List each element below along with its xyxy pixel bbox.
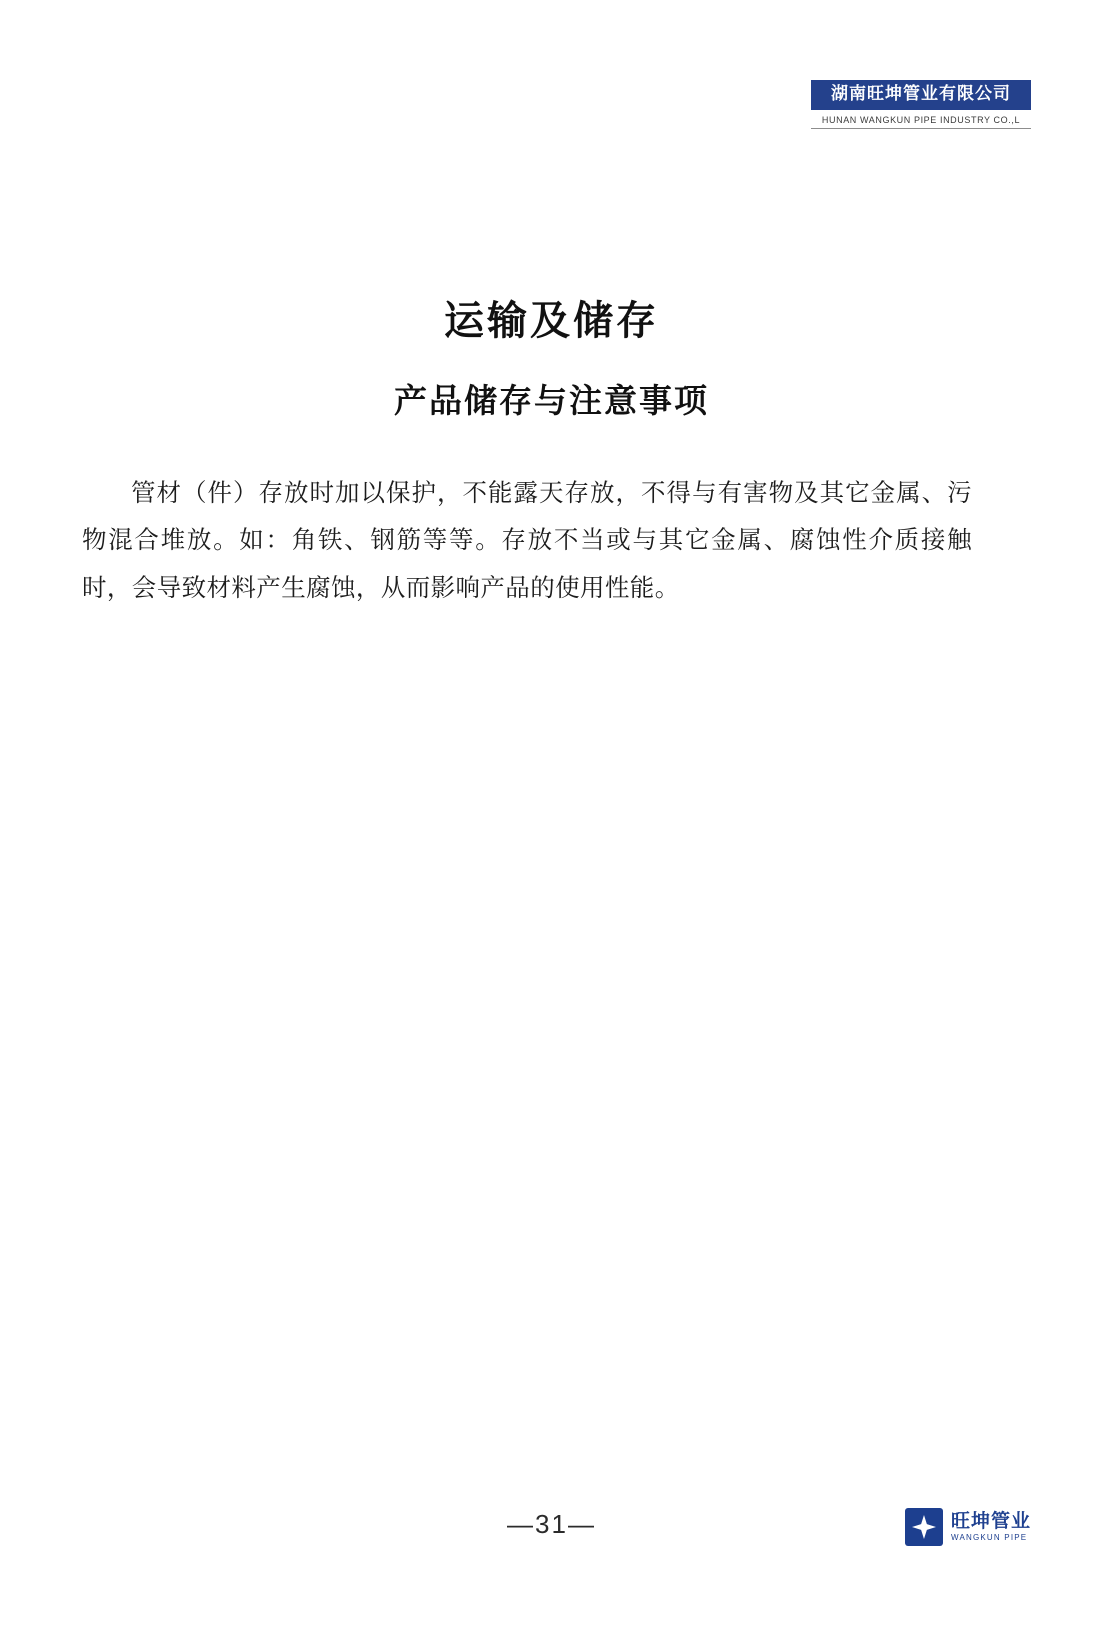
body-content (82, 445, 972, 637)
wangkun-star-icon (905, 1508, 943, 1546)
footer-logo-label-cn: 旺坤管业 (950, 1510, 1031, 1532)
header-brand (811, 80, 1031, 129)
company-name-en: HUNAN WANGKUN PIPE INDUSTRY CO.,L (821, 114, 1021, 125)
body-paragraph: 管材（件）存放时加以保护，不能露天存放，不得与有害物及其它金属、污物混合堆放。如：角铁、钢筋等等。存放不当或与其它金属、腐蚀性介质接触时，会导致材料产生腐蚀，从而影响产品的使用性能。 (82, 479, 972, 603)
footer-logo-text (951, 1512, 1031, 1542)
page-number: —31— (507, 1509, 596, 1539)
page-subtitle: 产品储存与注意事项 (394, 382, 709, 420)
company-name-cn: 湖南旺坤管业有限公司 (811, 80, 1031, 110)
footer-logo-label-en: WANGKUN PIPE (950, 1532, 1028, 1542)
footer-logo (905, 1508, 1031, 1546)
header-divider (811, 128, 1031, 129)
page-title: 运输及储存 (444, 298, 659, 343)
